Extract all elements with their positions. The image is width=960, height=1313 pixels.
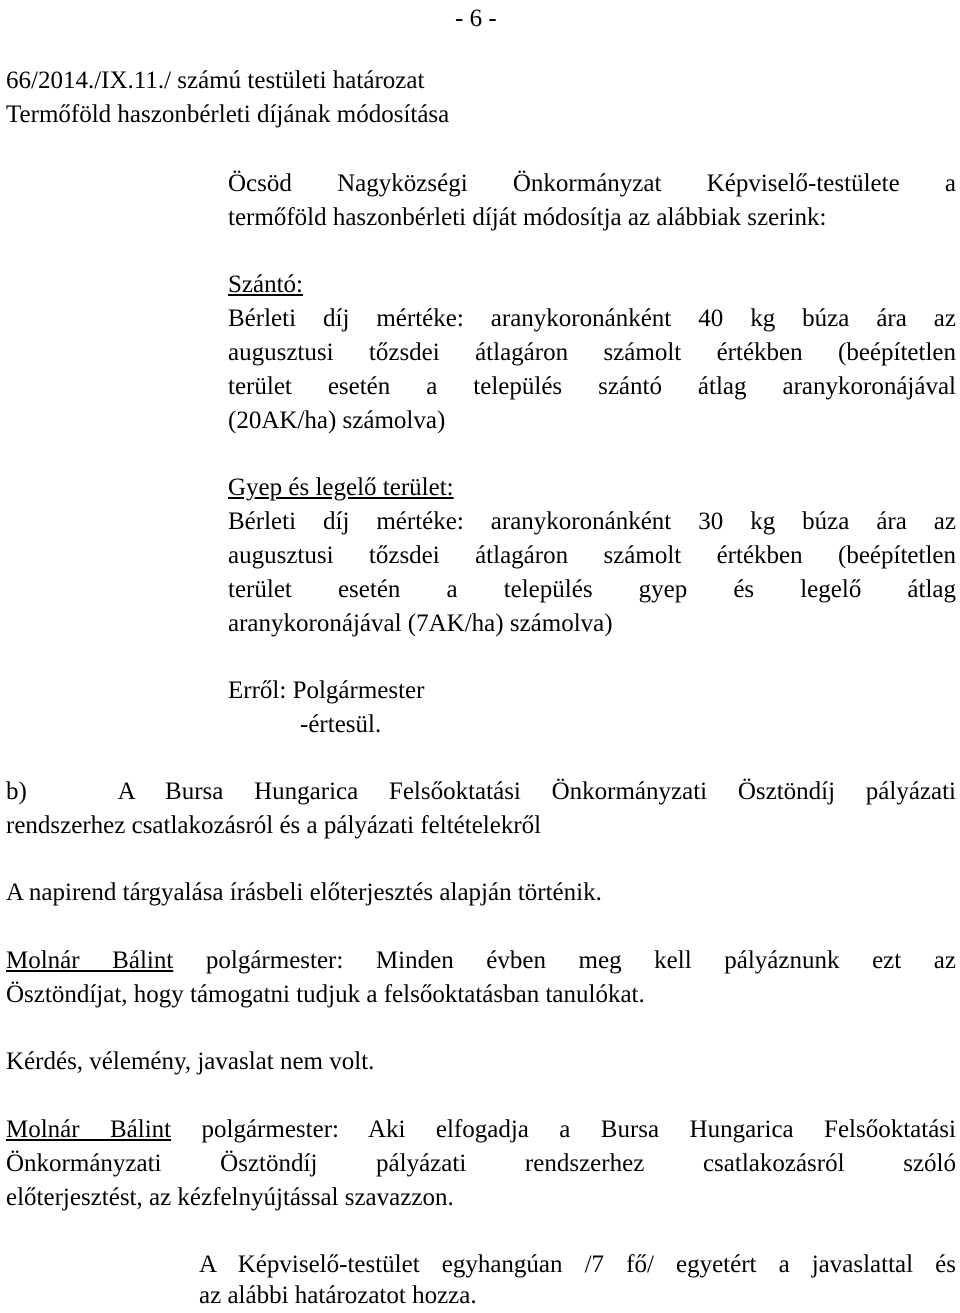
speech-text: polgármester: Minden évben meg kell pályáznunk ezt az xyxy=(173,947,956,974)
speaker-name: Molnár Bálint xyxy=(6,947,174,974)
resolution-subject: Termőföld haszonbérleti díjának módosítása xyxy=(6,101,450,128)
arable-line: augusztusi tőzsdei átlagáron számolt értékben (beépítetlen xyxy=(228,339,956,366)
page-number: - 6 - xyxy=(455,5,497,32)
speech-line xyxy=(6,1113,956,1147)
pasture-heading: Gyep és legelő terület: xyxy=(228,474,454,501)
speech-line xyxy=(6,944,956,978)
speech-line: előterjesztést, az kézfelnyújtással szavazzon. xyxy=(6,1184,454,1211)
intro-line: termőföld haszonbérleti díját módosítja az alábbiak szerink: xyxy=(228,204,827,231)
arable-line: (20AK/ha) számolva) xyxy=(228,407,446,434)
arable-heading: Szántó: xyxy=(228,271,303,298)
speech-line: Önkormányzati Ösztöndíj pályázati rendszerhez csatlakozásról szóló xyxy=(6,1150,956,1177)
arable-line: terület esetén a település szántó átlag aranykoronájával xyxy=(228,373,956,400)
pasture-line: Bérleti díj mértéke: aranykoronánként 30 kg búza ára az xyxy=(228,508,956,535)
agenda-note: A napirend tárgyalása írásbeli előterjesztés alapján történik. xyxy=(6,879,602,906)
vote-line: A Képviselő-testület egyhangúan /7 fő/ egyetért a javaslattal és xyxy=(199,1251,956,1278)
resolution-id: 66/2014./IX.11./ számú testületi határozat xyxy=(6,67,425,94)
responsible: Erről: Polgármester xyxy=(228,677,425,704)
speech-line: Ösztöndíjat, hogy támogatni tudjuk a felsőoktatásban tanulókat. xyxy=(6,981,645,1008)
notify: -értesül. xyxy=(300,711,382,738)
pasture-line: aranykoronájával (7AK/ha) számolva) xyxy=(228,610,613,637)
pasture-line: augusztusi tőzsdei átlagáron számolt értékben (beépítetlen xyxy=(228,542,956,569)
item-b-title: rendszerhez csatlakozásról és a pályázati feltételekről xyxy=(6,812,542,839)
pasture-line: terület esetén a település gyep és legelő átlag xyxy=(228,576,956,603)
vote-line: az alábbi határozatot hozza. xyxy=(199,1282,477,1309)
intro-line: Öcsöd Nagyközségi Önkormányzat Képviselő-testülete a xyxy=(228,170,956,197)
arable-line: Bérleti díj mértéke: aranykoronánként 40 kg búza ára az xyxy=(228,305,956,332)
item-b-title: b) A Bursa Hungarica Felsőoktatási Önkormányzati Ösztöndíj pályázati xyxy=(6,778,956,805)
speaker-name: Molnár Bálint xyxy=(6,1116,172,1143)
speech-text: polgármester: Aki elfogadja a Bursa Hungarica Felsőoktatási xyxy=(171,1116,956,1143)
questions-note: Kérdés, vélemény, javaslat nem volt. xyxy=(6,1048,375,1075)
